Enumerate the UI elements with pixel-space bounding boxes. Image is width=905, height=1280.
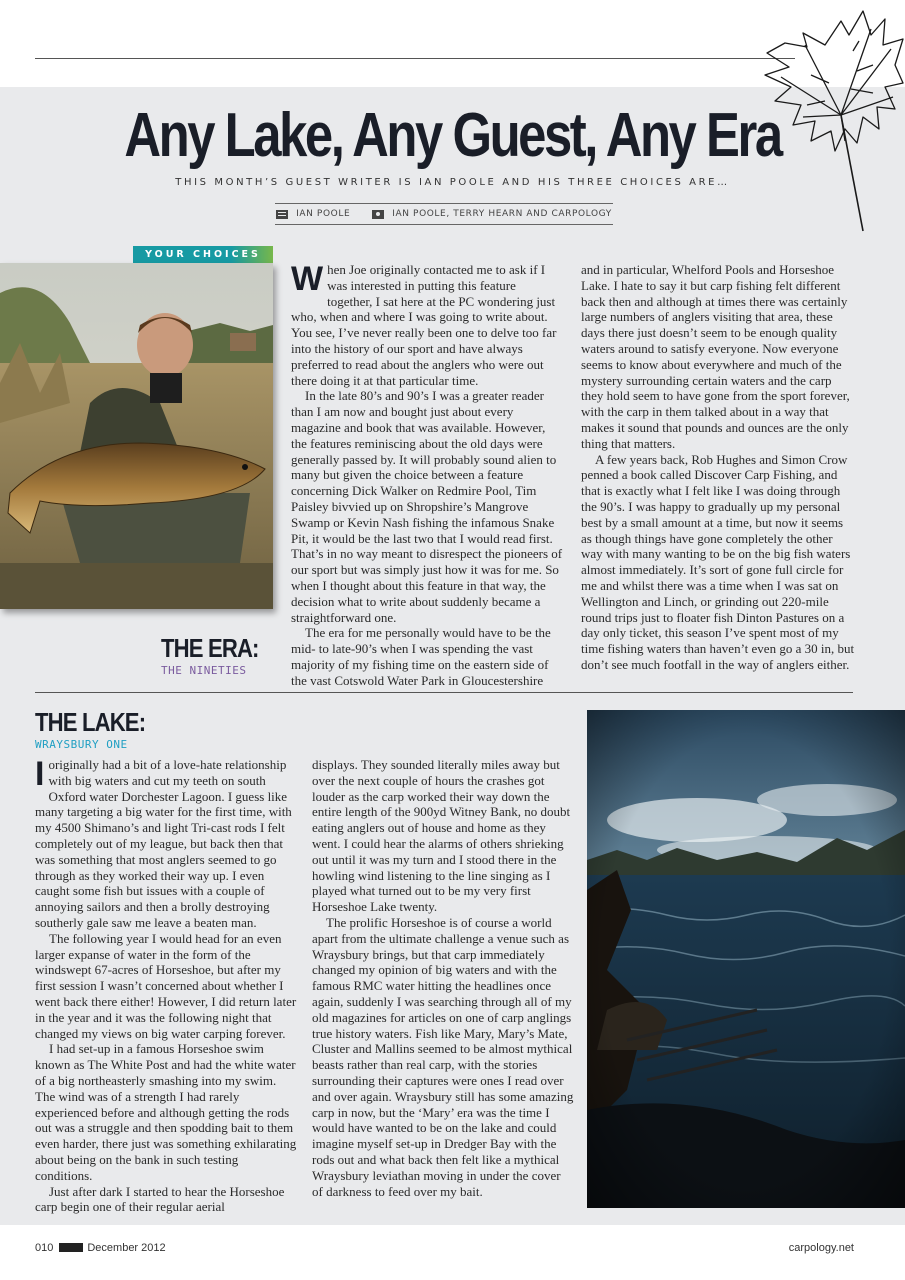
typewriter-icon xyxy=(276,210,288,219)
lake-paragraph: The prolific Horseshoe is of course a world apart from the ultimate challenge a venue such as Wraysbury brings, but that carp immediately changed my opinion of big waters and with the famous RMC water hitting the headlines once again, suddenly I was searching through all of my old magazines for articles on one of carp anglings true history waters. Fish like Mary, Mary’s Mate, Cluster and Mallins seemed to be almost mythical beasts rather than real carp, with the stories surrounding their captures were ones I read over and over again. Wraysbury still has some amazing carp in now, but the ‘Mary’ era was the time I would have wanted to be on the lake and could imagine myself set-up in Dredger Bay with the rods out and what back then felt like a mythical Wraysbury leviathan moving in under the cover of darkness to feed over my bait. xyxy=(312,914,574,1199)
angler-photo-illustration xyxy=(0,263,273,609)
lake-column-2 xyxy=(312,757,574,1199)
headline: Any Lake, Any Guest, Any Era xyxy=(124,101,781,170)
lake-photo-illustration xyxy=(587,710,905,1208)
your-choices-badge: YOUR CHOICES xyxy=(133,246,273,263)
issue-date: December 2012 xyxy=(87,1242,166,1254)
site-url[interactable]: carpology.net xyxy=(788,1242,854,1254)
lake-paragraph: I had set-up in a famous Horseshoe swim known as The White Post and had the white water of a big northeasterly smashing into my swim. The wind was of a strength I had rarely experienced before and although getting the rods out was a struggle and then spodding bait to them even harder, there just was something exhilarating about being on the bank in such testing conditions. xyxy=(35,1041,297,1183)
credit-words: IAN POOLE xyxy=(296,209,351,219)
page-number: 010 xyxy=(35,1242,54,1254)
era-dropcap: W xyxy=(291,260,324,298)
lake-paragraph: Just after dark I started to hear the Horseshoe carp begin one of their regular aerial xyxy=(35,1183,285,1215)
era-paragraph: A few years back, Rob Hughes and Simon Crow penned a book called Discover Carp Fishing, and that is exactly what I felt like I was doing through the 90’s. I was happy to gradually up my personal best by a small amount at a time, but now it seems as though things have gone completely the other way with many wanting to be on the big fish waters almost immediately. It’s sort of gone full circle for me and whilst there was a time when I was sat on Wellington and Linch, or grinding out 220-mile round trips just to floater fish Dinton Pastures on a day only ticket, this season I’ve spent most of my time fishing waters than haven’t even go a 30 in, but don’t see much footfall in the way of anglers either. xyxy=(581,451,855,672)
era-heading: THE ERA: xyxy=(161,633,259,663)
era-column-1 xyxy=(291,262,563,689)
credit-pictures: IAN POOLE, TERRY HEARN AND CARPOLOGY xyxy=(392,209,612,219)
lake-subheading: WRAYSBURY ONE xyxy=(35,738,128,751)
lake-dropcap: I xyxy=(35,755,45,793)
stormy-lake-photo xyxy=(587,710,905,1208)
angler-with-carp-photo xyxy=(0,263,273,609)
camera-icon xyxy=(372,210,384,219)
era-paragraph: The era for me personally would have to be the mid- to late-90’s when I was spending the vast majority of my fishing time on the eastern side of the vast Cotswold Water Park in Gloucestershire xyxy=(291,625,551,688)
era-paragraph: In the late 80’s and 90’s I was a greater reader than I am now and bought just about every magazine and book that was available. However, the features reminiscing about the old days were generally passed by. It will probably sound alien to many but given the choice between a feature concerning Dick Walker on Redmire Pool, Tim Paisley bivvied up on Shropshire’s Mangrove Swamp or Kevin Nash fishing the infamous Snake Pit, it would be the last two that I would read first. That’s in no way meant to disrespect the pioneers of our sport but was simply just how it was for me. So when I thought about this feature in that way, the decision what to write about suddenly became a straightforward one. xyxy=(291,388,563,625)
footer-left xyxy=(35,1242,166,1254)
lake-paragraph: displays. They sounded literally miles away but over the next couple of hours the crashes got louder as the carp worked their way down the entire length of the 900yd Witney Bank, no doubt eating anglers out of house and home as they went. I could hear the alarms of others shrieking out until it was my turn and I stood there in the howling wind listening to the line singing as I played what turned out to be my very first Horseshoe Lake twenty. xyxy=(312,757,571,915)
standfirst: THIS MONTH’S GUEST WRITER IS IAN POOLE AND HIS THREE CHOICES ARE… xyxy=(175,177,730,188)
magazine-logo-icon xyxy=(59,1243,83,1252)
lake-paragraph: originally had a bit of a love-hate relationship with big waters and cut my teeth on south Oxford water Dorchester Lagoon. I guess like many targeting a big water for the first time, with my 4500 Shimano’s and light Tri-cast rods I felt completely out of my league, but back then that was something that most anglers seemed to go through as they worked their way up. I even caught some fish but issues with a couple of annoying sailors and then a brolly destroying southerly gale saw me leave a beaten man. xyxy=(35,757,292,930)
era-column-2 xyxy=(581,262,855,673)
era-subheading: THE NINETIES xyxy=(161,664,247,677)
top-rule xyxy=(35,58,795,59)
section-divider xyxy=(35,692,853,693)
lake-heading: THE LAKE: xyxy=(35,707,146,737)
era-paragraph: hen Joe originally contacted me to ask if I was interested in putting this feature together, I sat here at the PC wondering just who, when and where I was going to write about. You see, I’ve never really been one to delve too far into the history of our sport and have always preferred to read about the anglers who were out there doing it at that particular time. xyxy=(291,262,557,388)
lake-paragraph: The following year I would head for an even larger expanse of water in the form of the windswept 67-acres of Horseshoe, but after my first session I wasn’t concerned about whether I went back there either! However, I did return later in the year and it was the following night that changed my views on big water carping forever. xyxy=(35,930,297,1041)
era-paragraph: and in particular, Whelford Pools and Horseshoe Lake. I hate to say it but carp fishing felt different back then and although at times there was certainly large numbers of anglers visiting that area, these days there just doesn’t seem to be enough quality waters around to satisfy everyone. Now everyone seems to know about everywhere and much of the mystery surrounding certain waters and the carp they hold seem to have gone from the sport forever, with the carp in them talked about in a way that makes it sound that pounds and ounces are the only thing that matters. xyxy=(581,262,850,451)
credits-bar xyxy=(275,203,613,225)
lake-column-1 xyxy=(35,757,298,1215)
